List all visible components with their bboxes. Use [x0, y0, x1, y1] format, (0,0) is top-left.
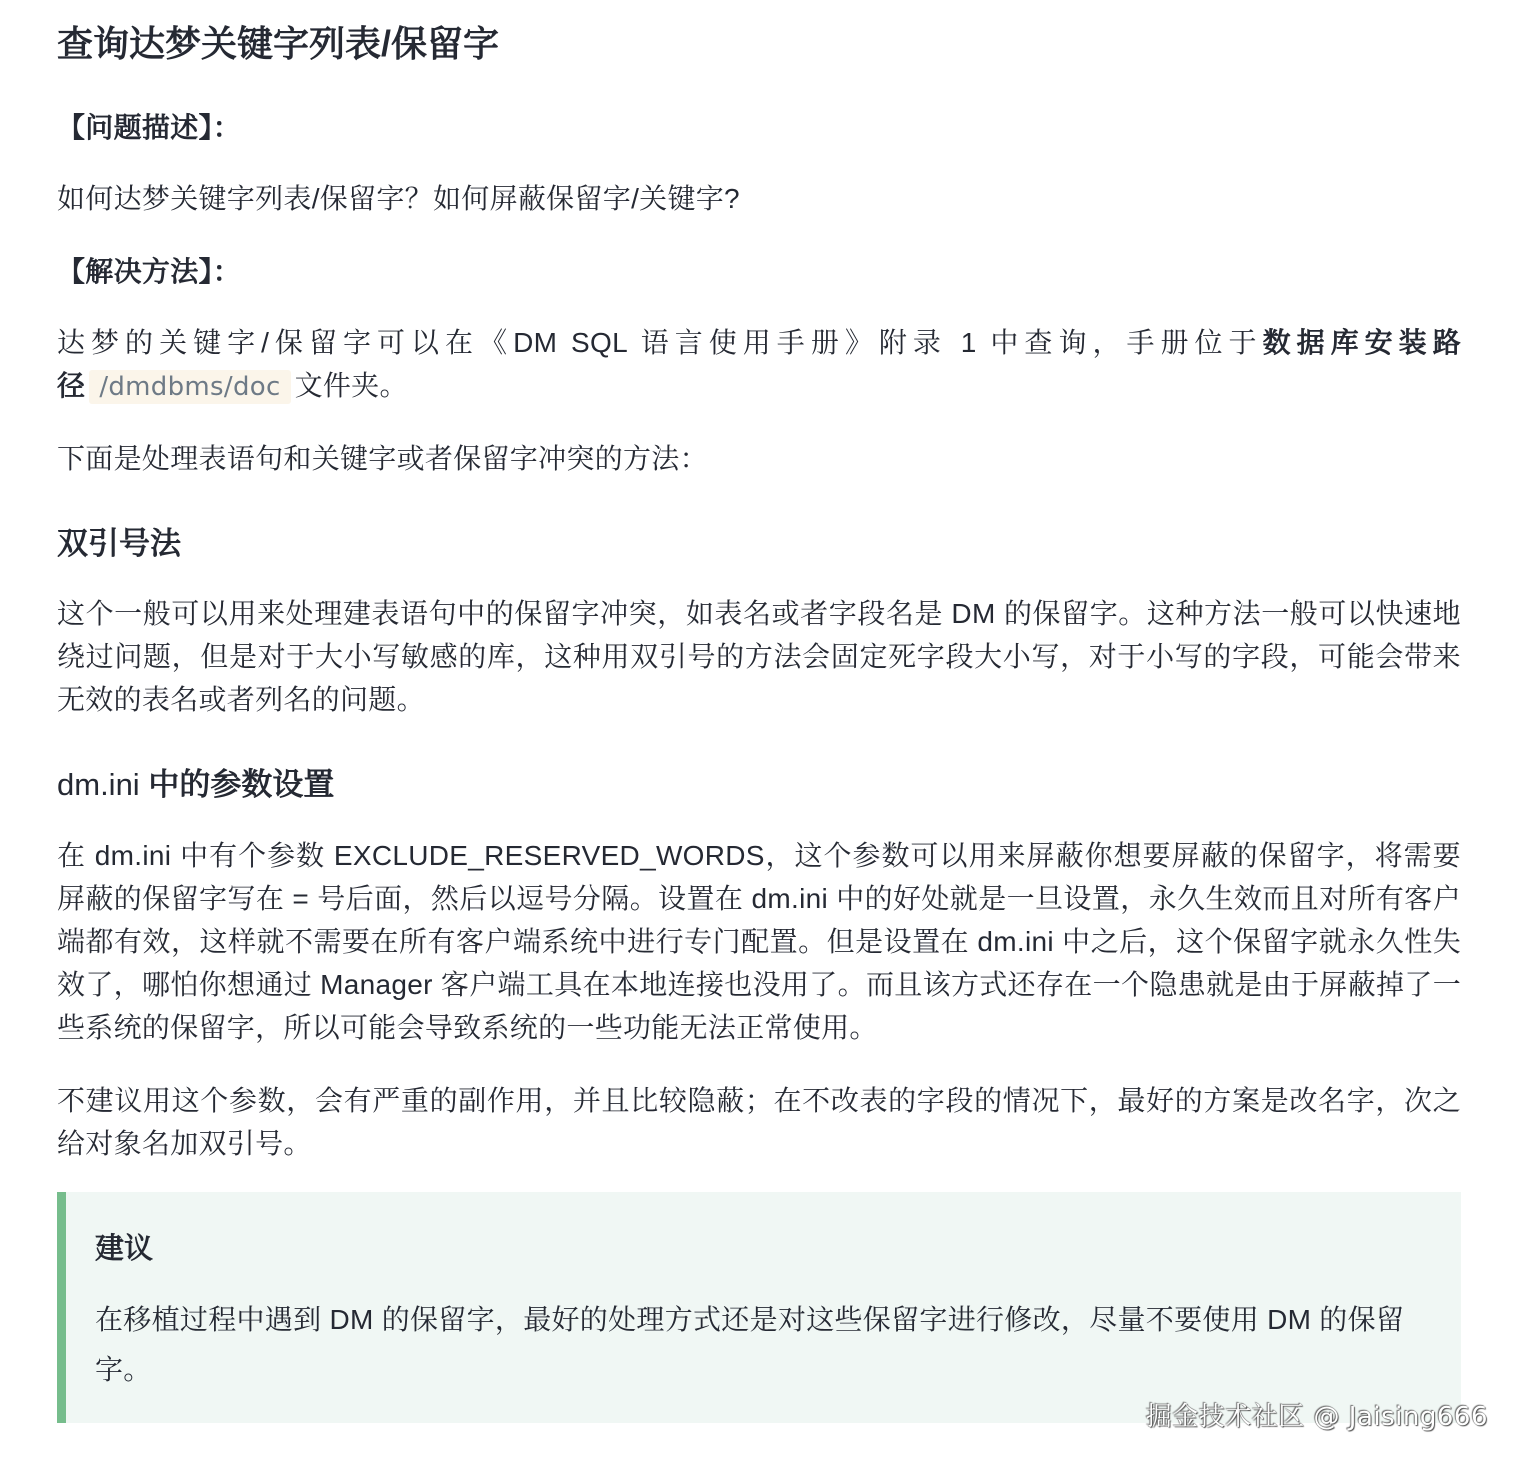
blockquote-text: 在移植过程中遇到 DM 的保留字，最好的处理方式还是对这些保留字进行修改，尽量不要使用 DM 的保留字。 — [95, 1304, 1405, 1385]
heading-dm-ini-settings — [57, 766, 334, 803]
advice-paragraph: 不建议用这个参数，会有严重的副作用，并且比较隐蔽；在不改表的字段的情况下，最好的方案是改名字，次之给对象名加双引号。 — [57, 1085, 1461, 1159]
dm-ini-paragraph: 在 dm.ini 中有个参数 EXCLUDE_RESERVED_WORDS，这个参数可以用来屏蔽你想要屏蔽的保留字，将需要屏蔽的保留字写在 = 号后面，然后以逗号分隔。设置在 dm.ini 中的好处就是一旦设置，永久生效而且对所有客户端都有效，这样就不需要在所有客户端系统中进行专门配置。但是设置在 dm.ini 中之后，这个保留字就永久性失效了，哪怕你想通过 Manager 客户端工具在本地连接也没用了。而且该方式还存在一个隐患就是由于屏蔽掉了一些系统的保留字，所以可能会导致系统的一些功能无法正常使用。 — [57, 840, 1461, 1043]
heading-double-quote-method: 双引号法 — [57, 526, 181, 561]
inline-code-path: /dmdbms/doc — [89, 370, 290, 404]
blockquote-title: 建议 — [95, 1233, 154, 1265]
watermark: 掘金技术社区 @ Jaising666 — [1145, 1402, 1488, 1432]
problem-text: 如何达梦关键字列表/保留字？如何屏蔽保留字/关键字? — [57, 183, 740, 214]
suggestion-blockquote — [57, 1192, 1461, 1423]
heading-dm-ini-latin: dm.ini — [57, 767, 140, 802]
solution-text-after: 文件夹。 — [294, 370, 408, 401]
solution-text-before: 达梦的关键字/保留字可以在《DM SQL 语言使用手册》附录 1 中查询，手册位于 — [57, 327, 1263, 358]
double-quote-paragraph: 这个一般可以用来处理建表语句中的保留字冲突，如表名或者字段名是 DM 的保留字。这种方法一般可以快速地绕过问题，但是对于大小写敏感的库，这种用双引号的方法会固定死字段大小写，对于小写的字段，可能会带来无效的表名或者列名的问题。 — [57, 598, 1461, 715]
problem-label: 【问题描述】： — [57, 112, 242, 143]
install-path-bold: 数据库安装路径 — [57, 327, 1461, 401]
methods-intro: 下面是处理表语句和关键字或者保留字冲突的方法： — [57, 443, 708, 474]
heading-dm-ini-cn: 中的参数设置 — [139, 767, 335, 802]
solution-label: 【解决方法】： — [57, 256, 242, 287]
page-title: 查询达梦关键字列表/保留字 — [57, 23, 500, 64]
solution-paragraph — [57, 321, 1461, 409]
